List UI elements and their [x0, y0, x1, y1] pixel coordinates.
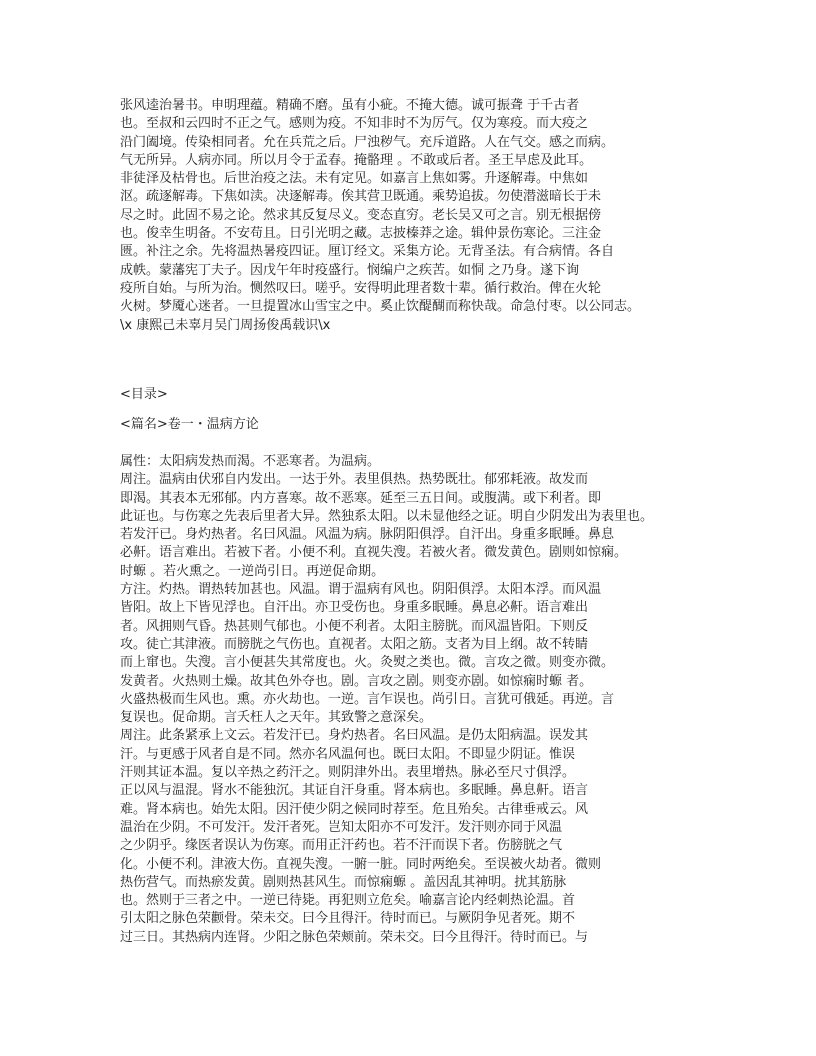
body-line: 此证也。与伤寒之先表后里者大异。然独系太阳。以未显他经之证。明自少阴发出为表里也。	[120, 508, 654, 524]
body-line: 者。风拥则气昏。热甚则气郁也。小便不利者。太阳主膀胱。而风温皆阳。下则反	[120, 618, 589, 634]
preface-line: 沤。疏逐解毒。下焦如渎。决逐解毒。俟其营卫既通。乘势追拔。勿使潜滋暗长于未	[120, 189, 602, 205]
toc-heading: <目录>	[120, 387, 168, 402]
body-line: 火盛热极而生风也。熏。亦火劫也。一逆。言乍误也。尚引日。言犹可俄延。再逆。言	[120, 691, 615, 707]
body-line: 复误也。促命期。言夭枉人之天年。其致警之意深矣。	[120, 710, 433, 726]
preface-line: 张风逵治暑书。申明理蕴。精确不磨。虽有小疵。不掩大德。诚可振聋 于千古者	[120, 98, 580, 113]
preface-line: 也。俊幸生明备。不安苟且。日引光明之藏。志披榛莽之途。辑仲景伤寒论。三注金	[120, 226, 602, 242]
body-line: 发黄者。火热则土燥。故其色外夺也。剧。言攻之剧。则变亦剧。如惊痫时螈 者。	[120, 673, 593, 689]
body-line: 周注。温病由伏邪自内发出。一达于外。表里俱热。热势既壮。郁邪耗液。故发而	[120, 472, 589, 488]
body-line: 热伤营气。而热瘀发黄。剧则热甚风生。而惊痫螈 。盖因乱其神明。扰其筋脉	[120, 874, 567, 890]
body-line: 皆阳。故上下皆见浮也。自汗出。亦卫受伤也。身重多眠睡。鼻息必鼾。语言难出	[120, 600, 589, 616]
body-line: 温治在少阴。不可发汗。发汗者死。岂知太阳亦不可发汗。发汗则亦同于风温	[120, 819, 563, 835]
body-line: 过三日。其热病内连肾。少阳之脉色荣颊前。荣未交。曰今且得汗。待时而已。与	[120, 929, 589, 945]
body-line: 而上窜也。失溲。言小便甚失其常度也。火。灸熨之类也。微。言攻之微。则变亦微。	[120, 655, 615, 671]
body-line: 之少阴乎。缘医者误认为伤寒。而用正汗药也。若不汗而误下者。伤膀胱之气	[120, 838, 563, 854]
body-line: 属性：太阳病发热而渴。不恶寒者。为温病。	[120, 454, 381, 469]
body-line: 正以风与温混。肾水不能独沉。其证自汗身重。肾本病也。多眠睡。鼻息鼾。语言	[120, 783, 589, 799]
preface-line: 成帙。蒙藩宪丁夫子。因戊午年时疫盛行。悯编户之疾苦。如恫 之乃身。遂下询	[120, 262, 580, 278]
body-line: 若发汗已。身灼热者。名曰风温。风温为病。脉阴阳俱浮。自汗出。身重多眠睡。鼻息	[120, 527, 615, 543]
preface-line: 尽之时。此固不易之论。然求其反复尽义。变态直穷。老长吴又可之言。别无根据傍	[120, 207, 602, 223]
preface-line: 火树。梦魇心迷者。一旦提置冰山雪宝之中。奚止饮醍醐而称快哉。命急付枣。以公同志。	[120, 299, 641, 315]
body-line: 时螈 。若火熏之。一逆尚引日。再逆促命期。	[120, 563, 385, 579]
body-line: 周注。此条紧承上文云。若发汗已。身灼热者。名曰风温。是仍太阳病温。误发其	[120, 728, 589, 744]
chapter-heading: <篇名>卷一・温病方论	[120, 417, 259, 432]
preface-line: 非徒泽及枯骨也。后世治疫之法。未有定见。如嘉言上焦如雾。升逐解毒。中焦如	[120, 171, 589, 187]
body-line: 难。肾本病也。始先太阳。因汗使少阴之候同时荐至。危且殆矣。古律垂戒云。风	[120, 801, 589, 817]
preface-line: 气无所异。人病亦同。所以月令于孟春。掩骼理 。不敢或后者。圣王早虑及此耳。	[120, 152, 593, 168]
body-line: 汗。与更感于风者自是不同。然亦名风温何也。既曰太阳。不即显少阴证。惟误	[120, 746, 576, 762]
body-line: 化。小便不利。津液大伤。直视失溲。一腑一脏。同时两绝矣。至误被火劫者。微则	[120, 856, 602, 872]
preface-line: 也。至叔和云四时不正之气。感则为疫。不知非时不为厉气。仅为寒疫。而大疫之	[120, 116, 589, 132]
body-section	[120, 453, 653, 947]
body-line: 引太阳之脉色荣颧骨。荣未交。曰今且得汗。待时而已。与厥阴争见者死。期不	[120, 911, 576, 927]
body-line: 必鼾。语言难出。若被下者。小便不利。直视失溲。若被火者。微发黄色。剧则如惊痫。	[120, 545, 628, 561]
preface-line: 疫所自始。与所为治。恻然叹曰。嗟乎。安得明此理者数十辈。循行救治。俾在火轮	[120, 280, 602, 296]
body-line: 方注。灼热。谓热转加甚也。风温。谓于温病有风也。阴阳俱浮。太阳本浮。而风温	[120, 582, 602, 598]
body-line: 汗则其证本温。复以辛热之药汗之。则阴津外出。表里增热。脉必至尺寸俱浮。	[120, 765, 576, 781]
preface-line: 匮。补注之余。先将温热暑疫四证。厘订经文。采集方论。无背圣法。有合病情。各自	[120, 244, 615, 260]
body-line: 也。然则于三者之中。一逆已待毙。再犯则立危矣。喻嘉言论内经刺热论温。首	[120, 893, 576, 909]
body-line: 即渴。其表本无邪郁。内方喜寒。故不恶寒。延至三五日间。或腹满。或下利者。即	[120, 490, 602, 506]
preface-line: \x 康熙己未辜月吴门周扬俊禹载识\x	[120, 317, 331, 333]
body-line: 攻。徒亡其津液。而膀胱之气伤也。直视者。太阳之筋。支者为目上纲。故不转睛	[120, 636, 589, 652]
preface-section	[120, 97, 640, 335]
preface-line: 沿门阖境。传染相同者。允在兵荒之后。尸浊秽气。充斥道路。人在气交。感之而病。	[120, 134, 615, 150]
